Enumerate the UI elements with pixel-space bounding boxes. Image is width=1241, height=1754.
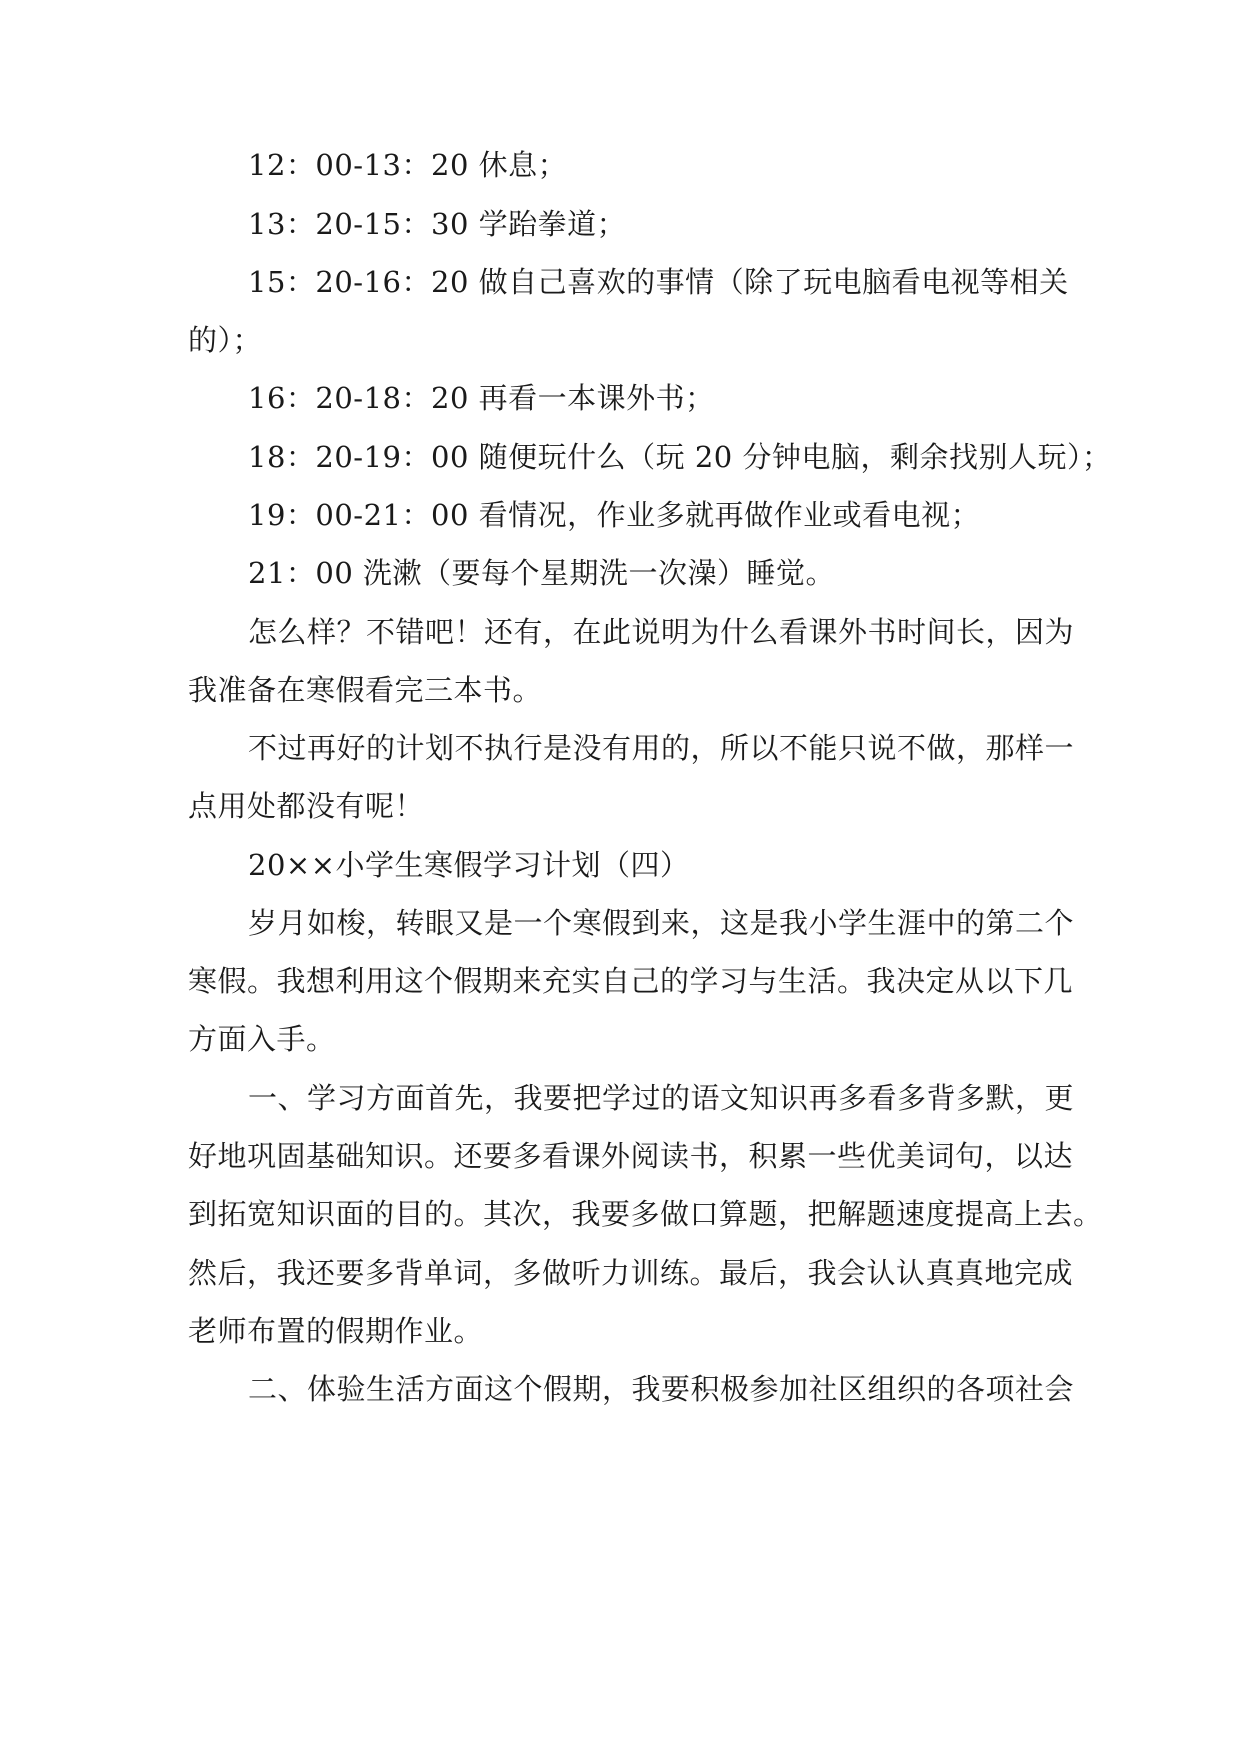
paragraph-line: 好地巩固基础知识。还要多看课外阅读书，积累一些优美词句，以达 [188,1139,1074,1173]
paragraph-line: 老师布置的假期作业。 [188,1314,484,1348]
schedule-line: 15：20-16：20 做自己喜欢的事情（除了玩电脑看电视等相关 [248,265,1069,299]
paragraph-line: 二、体验生活方面这个假期，我要积极参加社区组织的各项社会 [248,1372,1075,1406]
schedule-line: 16：20-18：20 再看一本课外书； [248,381,715,415]
paragraph-line: 然后，我还要多背单词，多做听力训练。最后，我会认认真真地完成 [188,1256,1074,1290]
schedule-line-continuation: 的）； [188,323,263,357]
paragraph-line: 一、学习方面首先，我要把学过的语文知识再多看多背多默，更 [248,1081,1075,1115]
schedule-line: 19：00-21：00 看情况，作业多就再做作业或看电视； [248,498,981,532]
schedule-line: 18：20-19：00 随便玩什么（玩 20 分钟电脑，剩余找别人玩）； [248,440,1112,474]
paragraph-line: 我准备在寒假看完三本书。 [188,673,543,707]
schedule-line: 12：00-13：20 休息； [248,148,568,182]
section-title: 20××小学生寒假学习计划（四） [248,848,690,882]
paragraph-line: 到拓宽知识面的目的。其次，我要多做口算题，把解题速度提高上去。 [188,1197,1103,1231]
paragraph-line: 岁月如梭，转眼又是一个寒假到来，这是我小学生涯中的第二个 [248,906,1075,940]
paragraph-line: 方面入手。 [188,1022,336,1056]
schedule-line: 13：20-15：30 学跆拳道； [248,207,627,241]
schedule-line: 21：00 洗漱（要每个星期洗一次澡）睡觉。 [248,556,836,590]
paragraph-line: 怎么样？不错吧！还有，在此说明为什么看课外书时间长，因为 [248,615,1075,649]
paragraph-line: 寒假。我想利用这个假期来充实自己的学习与生活。我决定从以下几 [188,964,1074,998]
paragraph-line: 点用处都没有呢！ [188,789,425,823]
paragraph-line: 不过再好的计划不执行是没有用的，所以不能只说不做，那样一 [248,731,1075,765]
